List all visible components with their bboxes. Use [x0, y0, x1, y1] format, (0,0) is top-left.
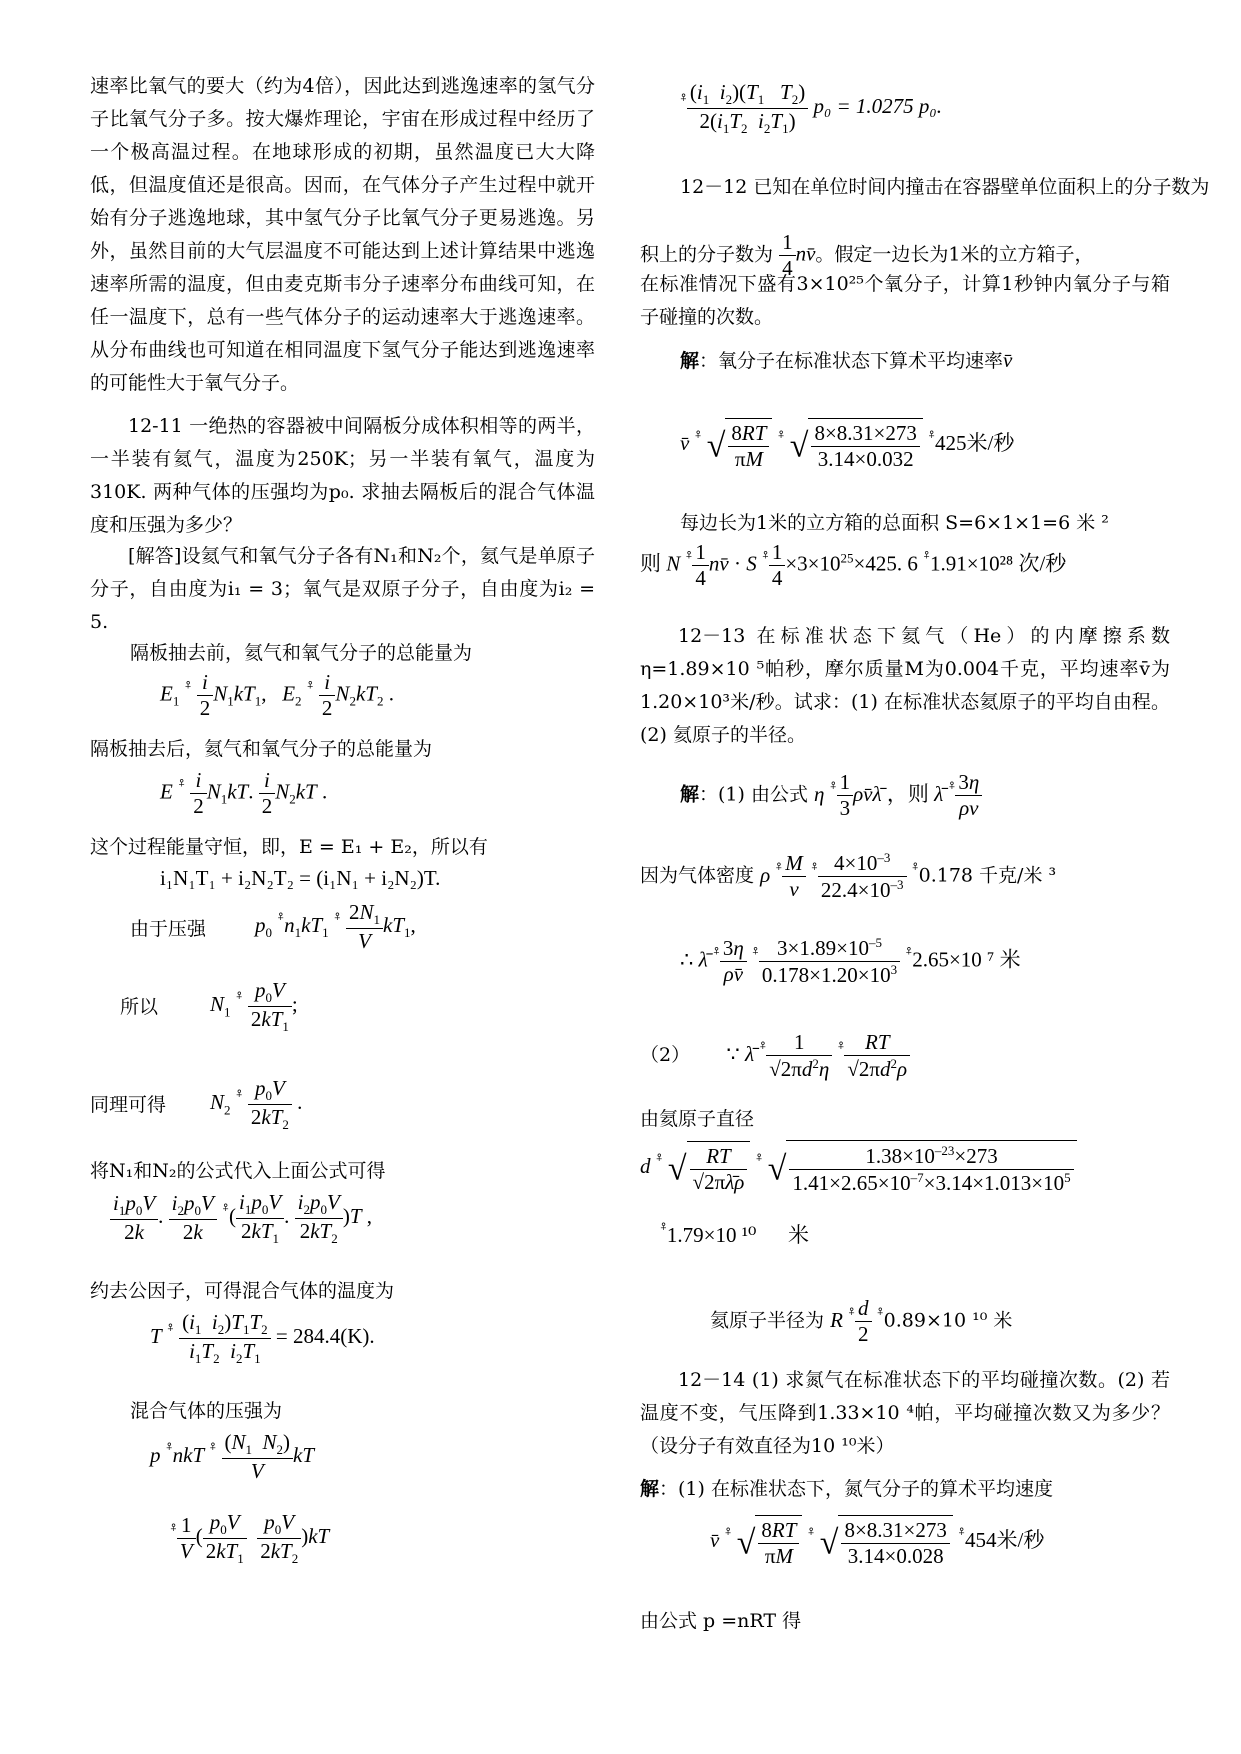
cancel-text: 约去公因子，可得混合气体的温度为 — [90, 1280, 395, 1302]
after-text: 隔板抽去后，氦气和氧气分子的总能量为 — [90, 738, 433, 760]
problem-12-11: 12-11 一绝热的容器被中间隔板分成体积相等的两半，一半装有氦气，温度为250K；另一半装有氧气，温度为310K. 两种气体的压强均为p₀. 求抽去隔板后的混合气体温度和压强为多少？ — [90, 415, 595, 536]
so-label: 所以 — [120, 996, 159, 1018]
eq-E: E ⁺̊ $\frac{i}{2}$ $N_1kT$. $\frac{i}{2}$ $N_2kT$ . — [160, 768, 328, 819]
v-result: 425米/秒 — [935, 431, 1015, 455]
problem-12-12-line3: 在标准情况下盛有3×10²⁵个氧分子，计算1秒钟内氧分子与箱子碰撞的次数。 — [640, 273, 1170, 328]
density-result: 0.178 千克/米 ³ — [918, 864, 1057, 887]
eq-T: T ⁺̊ $\frac{(i_1 i_2)T_1T_2}{i_1T_2 i_2T_1}$ = 284.4(K). — [150, 1310, 375, 1366]
eq-E1-E2: $E_1$ ⁺̊ $\frac{i}{2}$ $N_1kT_1$, $E_2$ ⁺̊ $\frac{i}{2}$ $N_2kT_2$ . — [160, 670, 394, 721]
problem-12-12: 12－12 已知在单位时间内撞击在容器壁单位面积上的分子数为 — [680, 176, 1210, 198]
last-line: 由公式 p =nRT 得 — [640, 1610, 802, 1632]
solution-12-12: 解：氧分子在标准状态下算术平均速率v̄ — [680, 348, 1013, 372]
pressure-label: 由于压强 — [130, 918, 207, 940]
top-result: p₀ = 1.0275 p₀. — [813, 94, 942, 119]
density-line: 因为气体密度 ρ ⁺̊ $\frac{M}{v}$ ⁺̊ $\frac{4\times 10^{-3}}{22.4\times 10^{-3}}$ ⁺̊0.178 千克/米 ³ — [640, 850, 1057, 903]
similar-label: 同理可得 — [90, 1094, 167, 1116]
diameter-label: 由氦原子直径 — [640, 1108, 755, 1130]
area-text: 每边长为1米的立方箱的总面积 S=6×1×1=6 米 ² — [680, 512, 1109, 534]
substitute-text: 将N₁和N₂的公式代入上面公式可得 — [90, 1160, 386, 1182]
before-text: 隔板抽去前，氦气和氧气分子的总能量为 — [130, 642, 473, 664]
eq-top-result: ⁺̊ $\frac{(i_1 i_2)(T_1 T_2)}{2(i_1T_2 i_2T_1)}$ p₀ = 1.0275 p₀. — [680, 80, 942, 136]
intro-paragraph: 速率比氧气的要大（约为4倍），因此达到逃逸速率的氢气分子比氧气分子多。按大爆炸理论，宇宙在形成过程中经历了一个极高温过程。在地球形成的初期，虽然温度已大大降低，但温度值还是很高。因而，在气体分子产生过程中就开始有分子逃逸地球，其中氢气分子比氧气分子更易逃逸。另外，虽然目前的大气层温度不可能达到上述计算结果中逃逸速率所需的温度，但由麦克斯韦分子速率分布曲线可知，在任一温度下，总有一些气体分子的运动速率大于逃逸速率。从分布曲线也可知道在相同温度下氢气分子能达到逃逸速率的可能性大于氧气分子。 — [90, 75, 595, 394]
eq-p-mix-2: ⁺̊ $\frac{1}{V}$ ( $\frac{p_0V}{2kT_1}$ $\frac{p_0V}{2kT_2}$ )kT — [170, 1510, 330, 1566]
eq-v-n2: v̄ ⁺̊ √ $\frac{8RT}{\pi M}$ ⁺̊ √ $\frac{8\times 8.31\times 273}{3.14\times 0.028}$ ⁺̊454米/秒 — [710, 1515, 1044, 1569]
v2-result: 454米/秒 — [965, 1528, 1045, 1552]
radius-result: 0.89×10 ¹⁰ 米 — [883, 1309, 1013, 1332]
eq-p0: $p_0$ $^{^+̊}n_1kT_1$ ⁺̊ $\frac{2N_1}{V}$ $kT_1$, — [255, 900, 416, 953]
d-result-line: ⁺̊1.79×10 ¹⁰ 米 — [660, 1222, 809, 1247]
conserve-eq: i₁N₁T₁ + i₂N₂T₂ = (i₁N₁ + i₂N₂)T. — [160, 866, 441, 890]
problem-12-12-line2: 积上的分子数为 $\frac{1}{4}$ nv̄。假定一边长为1米的立方箱子， — [640, 230, 1094, 281]
radius-line: 氦原子半径为 R ⁺̊ $\frac{d}{2}$ ⁺̊0.89×10 ¹⁰ 米 — [710, 1296, 1013, 1347]
eq-v-o2: v̄ ⁺̊ √ $\frac{8RT}{\pi M}$ ⁺̊ √ $\frac{8\times 8.31\times 273}{3.14\times 0.032}$ ⁺̊425米/秒 — [680, 418, 1014, 472]
d-result: 1.79×10 ¹⁰ — [666, 1223, 757, 1247]
part2-line: （2） ∵ λ̄ ⁺̊ $\frac{1}{√2\pi d^2\eta}$ ⁺̊ $\frac{RT}{√2\pi d^2\rho}$ — [640, 1030, 910, 1082]
lambda-result: 2.65×10 ⁷ 米 — [912, 947, 1021, 972]
solution-12-13: 解：(1) 由公式 η ⁺̊ $\frac{1}{3}$ ρv̄λ̄ ，则 λ̄ ⁺̊ $\frac{3\eta}{\rho v}$ — [680, 770, 982, 821]
problem-12-14: 12－14 (1) 求氮气在标准状态下的平均碰撞次数。(2) 若温度不变，气压降到1.33×10 ⁴帕，平均碰撞次数又为多少？（设分子有效直径为10 ¹⁰米） — [640, 1369, 1170, 1457]
N-result: 1.91×10²⁸ 次/秒 — [930, 551, 1067, 576]
eq-N1: $N_1$ ⁺̊ $\frac{p_0V}{2kT_1}$ ; — [210, 978, 298, 1034]
answer-intro: [解答]设氦气和氧气分子各有N₁和N₂个，氦气是单原子分子，自由度为i₁ = 3；氧气是双原子分子，自由度为i₂ = 5. — [90, 545, 595, 633]
conserve-text: 这个过程能量守恒，即，E = E₁ + E₂，所以有 — [90, 836, 488, 858]
eq-p-mix: p ⁺̊nkT ⁺̊ $\frac{(N_1 N_2)}{V}$ kT — [150, 1430, 315, 1483]
eq-d: d ⁺̊ √ $\frac{RT}{√2\pi\lambdā\rho}$ ⁺̊ √ $\frac{1.38\times 10^{-23}\times 273}{1.41\times 2.65\times 10^{-7}\times 3.14\times 1.013\times 10^5}$ — [640, 1140, 1077, 1196]
T-result: = 284.4(K). — [275, 1324, 375, 1349]
mix-pressure-text: 混合气体的压强为 — [130, 1400, 283, 1422]
problem-12-13: 12－13 在标准状态下氦气（He）的内摩擦系数η=1.89×10 ⁵帕秒，摩尔质量M为0.004千克，平均速率v̄为1.20×10³米/秒。试求：(1) 在标准状态氦原子的平均自由程。(2) 氦原子的半径。 — [640, 625, 1170, 746]
solution-12-14: 解：(1) 在标准状态下，氮气分子的算术平均速度 — [640, 1478, 1053, 1500]
eq-N-collisions: 则 N ⁺̊ $\frac{1}{4}$ nv̄ · S ⁺̊ $\frac{1}{4}$ $\times 3\times 10^{25}\times 425$. 6 ⁺̊1.91×10²⁸ 次/秒 — [640, 540, 1067, 591]
eq-substituted: $\frac{i_1p_0V}{2k}$ . $\frac{i_2p_0V}{2k}$ ⁺̊( $\frac{i_1p_0V}{2kT_1}$ . $\frac{i_2p_0V}{2kT_2}$ )T , — [110, 1190, 372, 1247]
eq-lambda: ∴ λ̄ ⁺̊ $\frac{3\eta}{\rho v̄}$ ⁺̊ $\frac{3\times 1.89\times 10^{-5}}{0.178\times 1.20\times 10^3}$ ⁺̊2.65×10 ⁷ 米 — [680, 935, 1021, 988]
eq-N2: $N_2$ ⁺̊ $\frac{p_0V}{2kT_2}$ . — [210, 1076, 303, 1132]
